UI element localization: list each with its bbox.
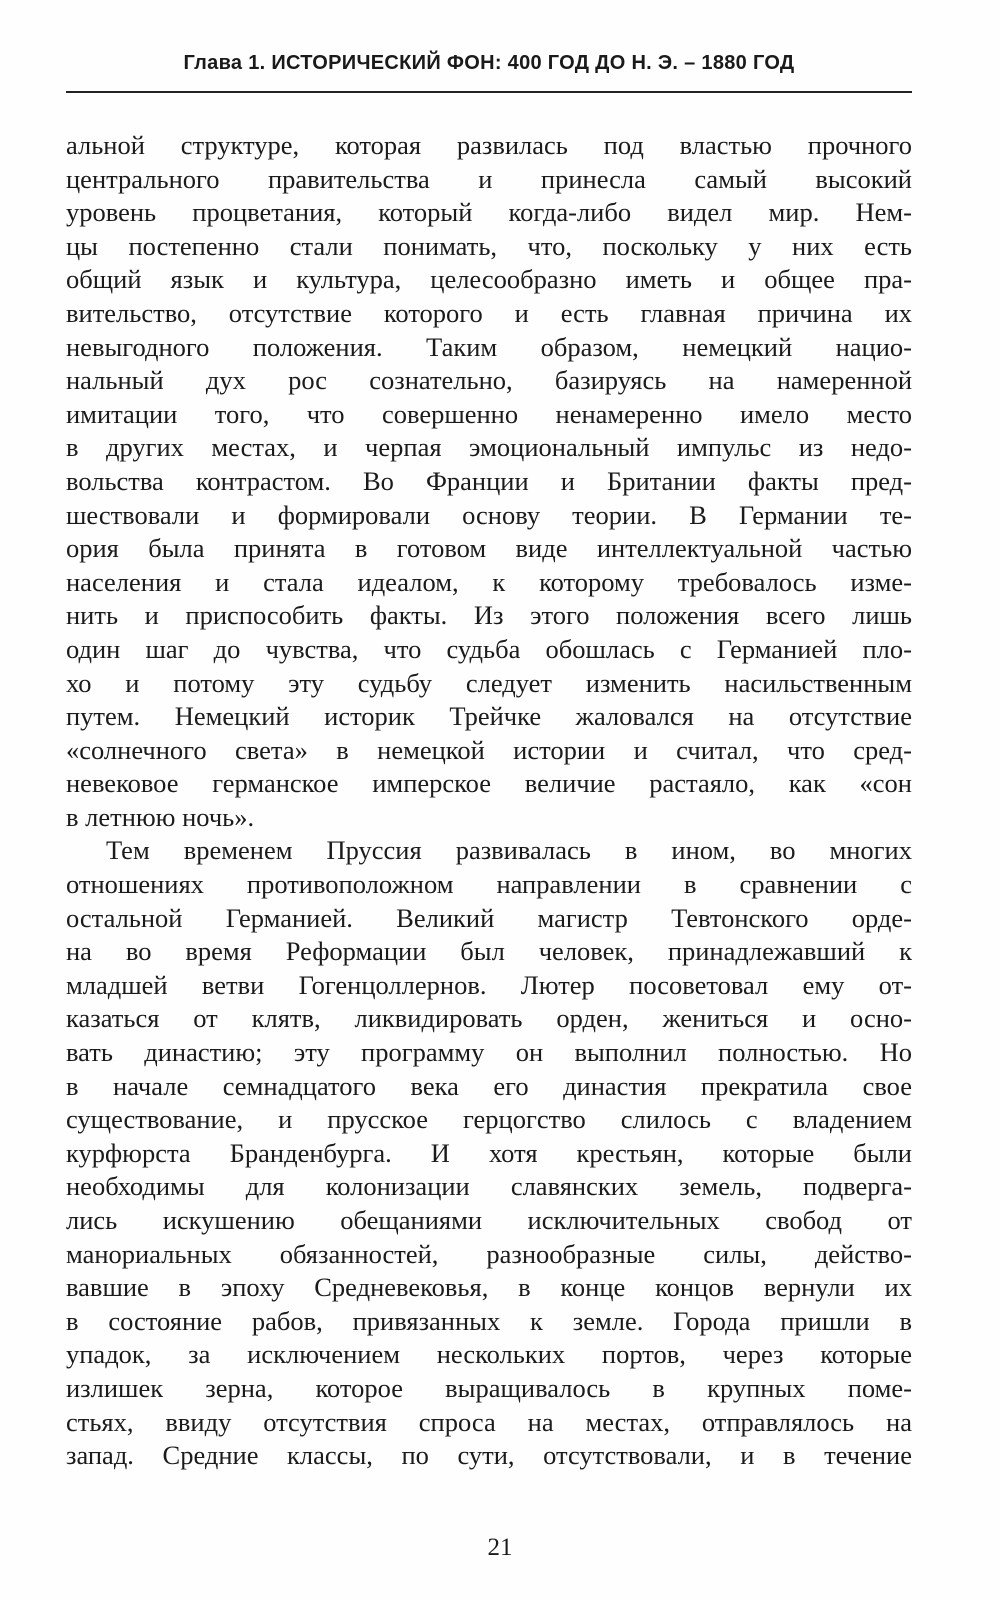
text-line: в состояние рабов, привязанных к земле. Города пришли в: [66, 1305, 912, 1336]
text-line: хо и потому эту судьбу следует изменить насильственным: [66, 667, 912, 698]
header-rule: [66, 91, 912, 93]
text-line: шествовали и формировали основу теории. В Германии те-: [66, 499, 912, 530]
text-line: излишек зерна, которое выращивалось в крупных поме-: [66, 1372, 912, 1403]
text-line: в начале семнадцатого века его династия прекратила свое: [66, 1070, 912, 1101]
paragraph-1: [66, 129, 912, 834]
text-line: в других местах, и черпая эмоциональный импульс из недо-: [66, 432, 912, 463]
page-number: 21: [487, 1534, 513, 1561]
text-line: вавшие в эпоху Средневековья, в конце концов вернули их: [66, 1272, 912, 1303]
text-line: путем. Немецкий историк Трейчке жаловался на отсутствие: [66, 701, 912, 732]
text-line: центрального правительства и принесла самый высокий: [66, 163, 912, 194]
paragraph-2: [66, 834, 912, 1472]
text-line: стьях, ввиду отсутствия спроса на местах, отправлялось на: [66, 1406, 912, 1437]
text-line: один шаг до чувства, что судьба обошлась с Германией пло-: [66, 633, 912, 664]
text-line: существование, и прусское герцогство слилось с владением: [66, 1104, 912, 1135]
text-line: нить и приспособить факты. Из этого положения всего лишь: [66, 600, 912, 631]
text-line: имитации того, что совершенно ненамеренно имело место: [66, 398, 912, 429]
text-line: невыгодного положения. Таким образом, немецкий нацио-: [66, 331, 912, 362]
text-line: цы постепенно стали понимать, что, поскольку у них есть: [66, 230, 912, 261]
text-line: Тем временем Пруссия развивалась в ином, во многих: [106, 835, 912, 866]
text-line: лись искушению обещаниями исключительных свобод от: [66, 1205, 912, 1235]
text-line: ория была принята в готовом виде интеллектуальной частью: [66, 533, 912, 564]
text-line: уровень процветания, который когда-либо видел мир. Нем-: [66, 197, 912, 228]
text-line: вольства контрастом. Во Франции и Британии факты пред-: [66, 465, 912, 496]
text-line: невековое германское имперское величие растаяло, как «сон: [66, 768, 912, 799]
text-line: на во время Реформации был человек, принадлежавший к: [66, 936, 912, 967]
text-line: в летнюю ночь».: [66, 801, 255, 832]
text-line: населения и стала идеалом, к которому требовалось изме-: [66, 566, 912, 597]
text-line: вительство, отсутствие которого и есть главная причина их: [66, 297, 912, 328]
text-line: общий язык и культура, целесообразно иметь и общее пра-: [66, 264, 912, 295]
text-line: курфюрста Бранденбурга. И хотя крестьян, которые были: [66, 1137, 912, 1168]
text-line: упадок, за исключением нескольких портов, через которые: [66, 1339, 912, 1370]
text-line: необходимы для колонизации славянских земель, подверга-: [66, 1171, 912, 1202]
text-line: альной структуре, которая развилась под властью прочного: [66, 130, 912, 160]
text-line: младшей ветви Гогенцоллернов. Лютер посоветовал ему от-: [66, 969, 912, 1000]
text-line: казаться от клятв, ликвидировать орден, жениться и осно-: [66, 1003, 912, 1034]
text-line: остальной Германией. Великий магистр Тевтонского орде-: [66, 902, 912, 933]
text-line: «солнечного света» в немецкой истории и считал, что сред-: [66, 734, 912, 765]
text-line: вать династию; эту программу он выполнил полностью. Но: [66, 1037, 912, 1068]
body-text: [66, 129, 912, 1473]
text-line: манориальных обязанностей, разнообразные силы, действо-: [66, 1238, 912, 1269]
text-line: нальный дух рос сознательно, базируясь на намеренной: [66, 365, 912, 396]
running-head: Глава 1. ИСТОРИЧЕСКИЙ ФОН: 400 ГОД ДО Н. Э. – 1880 ГОД: [183, 52, 795, 74]
text-line: отношениях противоположном направлении в сравнении с: [66, 869, 912, 900]
text-line: запад. Средние классы, по сути, отсутствовали, и в течение: [66, 1440, 912, 1471]
